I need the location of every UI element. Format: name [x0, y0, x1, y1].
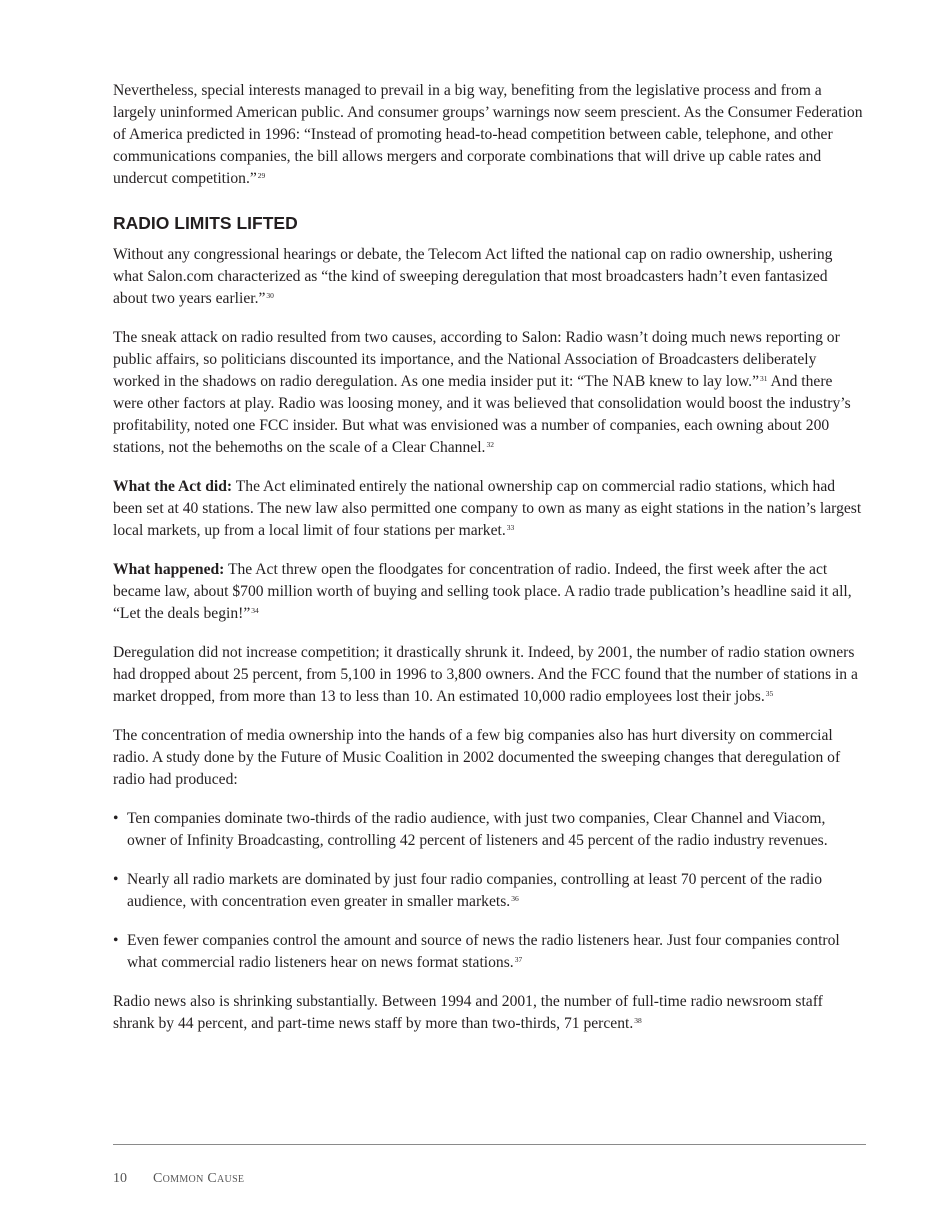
- footnote-marker: 29: [257, 171, 266, 180]
- bullet-icon: •: [113, 871, 119, 888]
- paragraph-text: And there were other factors at play. Radio was loosing money, and it was believed that consolidation would boost the industry’s profitability, noted one FCC insider. But what was envisioned was a number of companies, each owning about 200 stations, not the behemoths on the scale of a Clear Channel.: [113, 373, 851, 456]
- bullet-icon: •: [113, 932, 119, 949]
- paragraph-text: Radio news also is shrinking substantially. Between 1994 and 2001, the number of full-time radio newsroom staff shrank by 44 percent, and part-time news staff by more than two-thirds, 71 percent.: [113, 993, 823, 1032]
- paragraph-text: The Act threw open the floodgates for concentration of radio. Indeed, the first week after the act became law, about $700 million worth of buying and selling took place. A radio trade publication’s headline said it all, “Let the deals begin!”: [113, 561, 852, 622]
- bullet-icon: •: [113, 810, 119, 827]
- paragraph-what-happened: [113, 559, 865, 625]
- list-item-text: Ten companies dominate two-thirds of the radio audience, with just two companies, Clear Channel and Viacom, owner of Infinity Broadcasting, controlling 42 percent of listeners and 45 percent of the radio industry revenues.: [127, 810, 828, 849]
- list-item: [113, 808, 865, 852]
- document-body: [113, 80, 865, 1052]
- paragraph-telecom-act: [113, 244, 865, 310]
- list-item-text: Nearly all radio markets are dominated by just four radio companies, controlling at least 70 percent of the radio audience, with concentration even greater in smaller markets.: [127, 871, 822, 910]
- footer-divider: [113, 1144, 866, 1145]
- footnote-marker: 36: [511, 894, 519, 903]
- paragraph-lead: What happened:: [113, 561, 225, 578]
- footnote-marker: 37: [514, 955, 523, 964]
- list-item: [113, 930, 865, 974]
- list-item: [113, 869, 865, 913]
- footnote-marker: 30: [266, 291, 274, 300]
- footnote-marker: 34: [251, 606, 259, 615]
- organization-name: Common Cause: [153, 1171, 245, 1186]
- page-number: 10: [113, 1171, 127, 1186]
- paragraph-lead: What the Act did:: [113, 478, 233, 495]
- paragraph-text: Nevertheless, special interests managed to prevail in a big way, benefiting from the legislative process and from a largely uninformed American public. And consumer groups’ warnings now seem prescient. As the Consumer Federation of America predicted in 1996: “Instead of promoting head-to-head competition between cable, telephone, and other communications companies, the bill allows mergers and corporate combinations that will drive up cable rates and undercut competition.”: [113, 82, 863, 187]
- paragraph-text: Deregulation did not increase competition; it drastically shrunk it. Indeed, by 2001, the number of radio station owners had dropped about 25 percent, from 5,100 in 1996 to 3,800 owners. And the FCC found that the number of stations in a market dropped, from more than 13 to less than 10. An estimated 10,000 radio employees lost their jobs.: [113, 644, 858, 705]
- page-footer: [113, 1171, 244, 1187]
- intro-paragraph: [113, 80, 865, 190]
- list-item-text: Even fewer companies control the amount and source of news the radio listeners hear. Just four companies control what commercial radio listeners hear on news format stations.: [127, 932, 840, 971]
- paragraph-text: The Act eliminated entirely the national ownership cap on commercial radio stations, which had been set at 40 stations. The new law also permitted one company to own as many as eight stations in the nation’s largest local markets, up from a local limit of four stations per market.: [113, 478, 862, 539]
- paragraph-deregulation: [113, 642, 865, 708]
- section-heading: RADIO LIMITS LIFTED: [113, 213, 298, 233]
- paragraph-text: The concentration of media ownership into the hands of a few big companies also has hurt diversity on commercial radio. A study done by the Future of Music Coalition in 2002 documented the sweeping changes that deregulation of radio had produced:: [113, 727, 841, 788]
- bullet-list: [113, 808, 865, 974]
- paragraph-what-act-did: [113, 476, 865, 542]
- footnote-marker: 32: [486, 440, 494, 449]
- paragraph-concentration: [113, 725, 865, 791]
- footnote-marker: 38: [634, 1016, 642, 1025]
- paragraph-sneak-attack: [113, 327, 865, 459]
- footnote-marker: 31: [760, 374, 768, 383]
- paragraph-text: The sneak attack on radio resulted from two causes, according to Salon: Radio wasn’t doing much news reporting or public affairs, so politicians discounted its importance, and the National Association of Broadcasters deliberately worked in the shadows on radio deregulation. As one media insider put it: “The NAB knew to lay low.”: [113, 329, 840, 390]
- footnote-marker: 35: [765, 689, 774, 698]
- paragraph-text: Without any congressional hearings or debate, the Telecom Act lifted the national cap on radio ownership, ushering what Salon.com characterized as “the kind of sweeping deregulation that most broadcasters hadn’t even fantasized about two years earlier.”: [113, 246, 833, 307]
- paragraph-radio-news: [113, 991, 865, 1035]
- footnote-marker: 33: [506, 523, 515, 532]
